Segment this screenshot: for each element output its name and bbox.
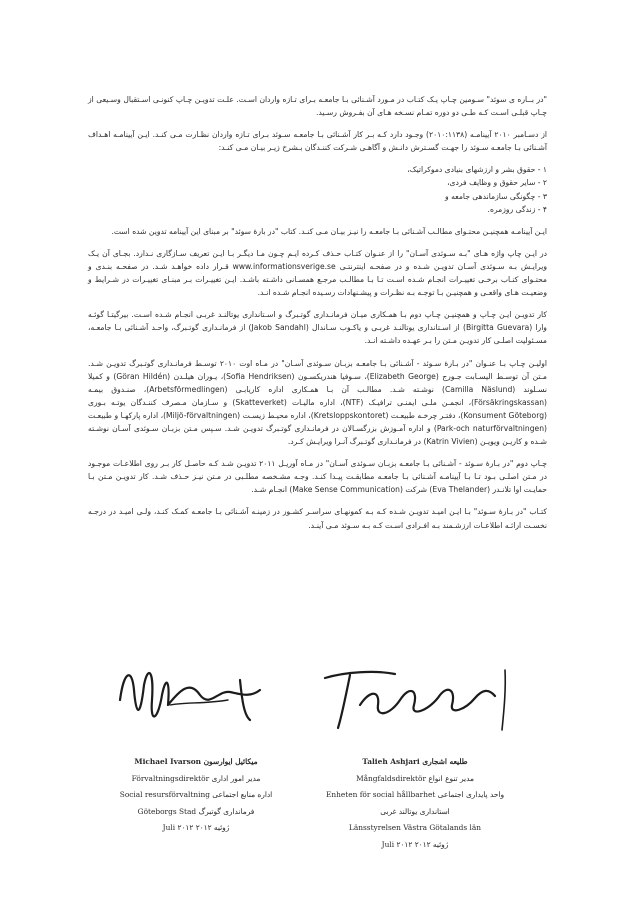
signatures (110, 660, 520, 740)
signatory-organization-swedish: Länsstyrelsen Västra Götalands län (348, 823, 482, 832)
signatory-date: Juli ۲۰۱۲ ژوئیه ۲۰۱۲ (162, 823, 230, 832)
body-paragraph-5: چـاپ دوم "در بـارۀ سـوئد - آشـنائی بـا جامعـه بزبـان سـوئدی آسـان" در مـاه آوریـل ۲۰۱۱ تدویـن شـد کـه حاصـل کار بـر روی اطلاعـات موجـود در مـتن اصلـی بـود تـا بـا آیینامـه آشـنائی بـا جامعـه مطابقـت پیـدا کنـد. وجـه مشـخصه مطلـبی در مـتن نیـز حـذف شـد. کار تدویـن مـتن بـا حمایـت اوا تلانـدر (Eva Thelander) شرکت (Make Sense Communication) انجـام شـد. (88, 459, 547, 495)
body-paragraph-2: در ایـن چاپ واژه هـای "بـه سـوئدی آسـان" را از عنـوان کتـاب حـذف کـرده ایـم چـون مـا دیگـر بـا ایـن تعریف سـازگاری نـدارد. بجـای آن یـک ویرایـش بـه سـوئدی آسـان تدویـن شـده و در صفحـه اینترنتـی www.informationsverige.se قـرار داده خواهـد شـد. در صفحـه بنـدی و محتـوای کتـاب برخـی تغییـرات انجـام شـده اسـت تـا بـا مطالـب مرجـع همسـانی داشـته باشـد. ایـن تغییـرات بـر مبنـای تغییـرات در شـرایط و وضعیـت هـای واقعـی و همچنیـن بـا توجـه بـه نظـرات و پیشـنهادات رسـیده انجـام شـده انـد. (88, 248, 547, 298)
body-paragraph-4: اولیـن چـاپ بـا عنـوان "در بـارۀ سـوئد - آشـنائی بـا جامعـه بزبـان سـوئدی آسـان" در مـاه اوت ۲۰۱۰ توسـط فرمانـداری گوتـبرگ تدویـن شـد. مـتن آن توسـط الیسـابت جـورج (Elizabeth George)، سـوفیا هندریکسـون (Sofia Hendriksen)، یـوران هیلـدن (Göran Hildén) و کمیلا نسـلوند (Camilla Näslund) نوشـته شـد. مطالـب آن بـا همـکاری اداره کاریابـی (Arbetsförmedlingen)، صنـدوق بیمـه (Försäkringskassan)، انجمـن ملـی ایمنـی ترافیـک (NTF)، اداره مالیـات (Skatteverket) و سـازمان مـصرف کننـدگان یوتـه بـوری (Konsument Göteborg)، دفتـر چرخـه طبیعـت (Kretsloppskontoret)، اداره محیـط زیسـت (Miljö-förvaltningen)، اداره پارکهـا و طبیعـت (Park-och naturförvaltningen) و اداره آمـوزش بزرگسـالان در فرمانـداری گوتـبرگ تدویـن شـد. سـپس مـتن بزبـان سـوئدی آسـان نوشـته شـده و کاریـن ویویـن (Katrin Vivien) در فرمانـداری گوتـبرگ آنـرا ویرایـش کـرد. (88, 358, 548, 447)
signatory-title: Mångfaldsdirektör مدیر تنوع انواع (356, 773, 474, 783)
signatory-left (96, 754, 296, 837)
body-paragraph-1: ایـن آیینامـه همچنیـن محتـوای مطالـب آشـنائی بـا جامعـه را نیـز بیـان مـی کنـد. کتاب "در بارۀ سوئد" بر مبنای این آیینامه تدوین شده است. (111, 226, 547, 236)
signatory-organization: استانداری یوتالند غربی (380, 806, 450, 816)
intro-paragraph-1: "در بــاره ی سوئد" سـومین چـاپ یـک کتـاب در مـورد آشـنائی بـا جامعـه بـرای تـازه واردان اسـت. علـت تدویـن چـاپ کنونـی اسـتقبال وسـیعی از چـاپ قبلـی اسـت کـه طـی دو دوره تمـام نسـخه هـای آن بفـروش رسـید. (88, 95, 547, 118)
document-body (88, 93, 547, 541)
body-paragraph-3: کار تدویـن ایـن چـاپ و همچنیـن چـاپ دوم بـا همـکاری میـان فرمانـداری گوتـبرگ و اسـتانداری یوتالنـد غربـی انجـام شـده اسـت. بیرگیتـا گوئـه وارا (Birgitta Guevara) از اسـتانداری یوتالنـد غربـی و یاکـوب سـاندال (Jakob Sandahl) از فرمانـداری گوتـبرگ، واحـد آشـنائی بـا جامعـه، مسـئولیت اصلـی کار تدویـن مـتن را بـر عهـده داشـته انـد. (88, 310, 547, 346)
signatory-department: Social resursförvaltning اداره منابع اجتماعی (119, 790, 273, 799)
list-item: ۳ - چگونگی سازماندهی جامعه و (445, 191, 547, 201)
signatory-date: Juli ۲۰۱۲ ژوئیه ۲۰۱۲ (381, 839, 449, 849)
list-item: ۱ - حقوق بشر و ارزشهای بنیادی دموکراتیک، (407, 165, 547, 175)
list-item: ۲ - سایر حقوق و وظایف فردی، (447, 178, 547, 188)
signatory-department: Enheten för social hållbarhet واحد پایداری اجتماعی (325, 790, 505, 799)
list-item: ۴ - زندگی روزمره. (487, 204, 547, 214)
signatory-name: Michael Ivarson میکائیل ایوارسون (134, 757, 258, 766)
signatory-right (300, 754, 530, 853)
body-paragraph-6: کتـاب "در بـارۀ سـوئد" بـا ایـن امیـد تدویـن شـده کـه بـه کمونهـای سراسـر کشـور در زمینـه آشـنائی بـا جامعـه کمـک کنـد، ولـی امیـد در درجـه نخسـت ارائـه اطلاعـات ارزشـمند بـه افـرادی اسـت کـه بـه سـوئد مـی آینـد. (88, 507, 547, 530)
signatory-title: Förvaltningsdirektör مدیر امور اداری (131, 773, 261, 783)
signatory-organization: Göteborgs Stad فرمانداری گوتبرگ (137, 806, 255, 816)
intro-paragraph-2: از دسـامبر ۲۰۱۰ آیینامـه (۲۰۱۰:۱۱۳۸) وجـود دارد کـه بـر کار آشـنائی بـا جامعـه سـوئد بـرای تـازه واردان نظـارت مـی کنـد. ایـن آیینامـه اهـداف آشـنائی بـا جامعـه سـوئد را جهـت گسـترش دانـش و آگاهـی شـرکت کننـدگان بـشرح زیـر بیـان مـی کنـد: (88, 130, 548, 153)
goals-list (88, 163, 547, 215)
signatory-name: Talieh Ashjari طلیعه اشجاری (362, 757, 468, 766)
handwritten-signatures (110, 660, 520, 740)
